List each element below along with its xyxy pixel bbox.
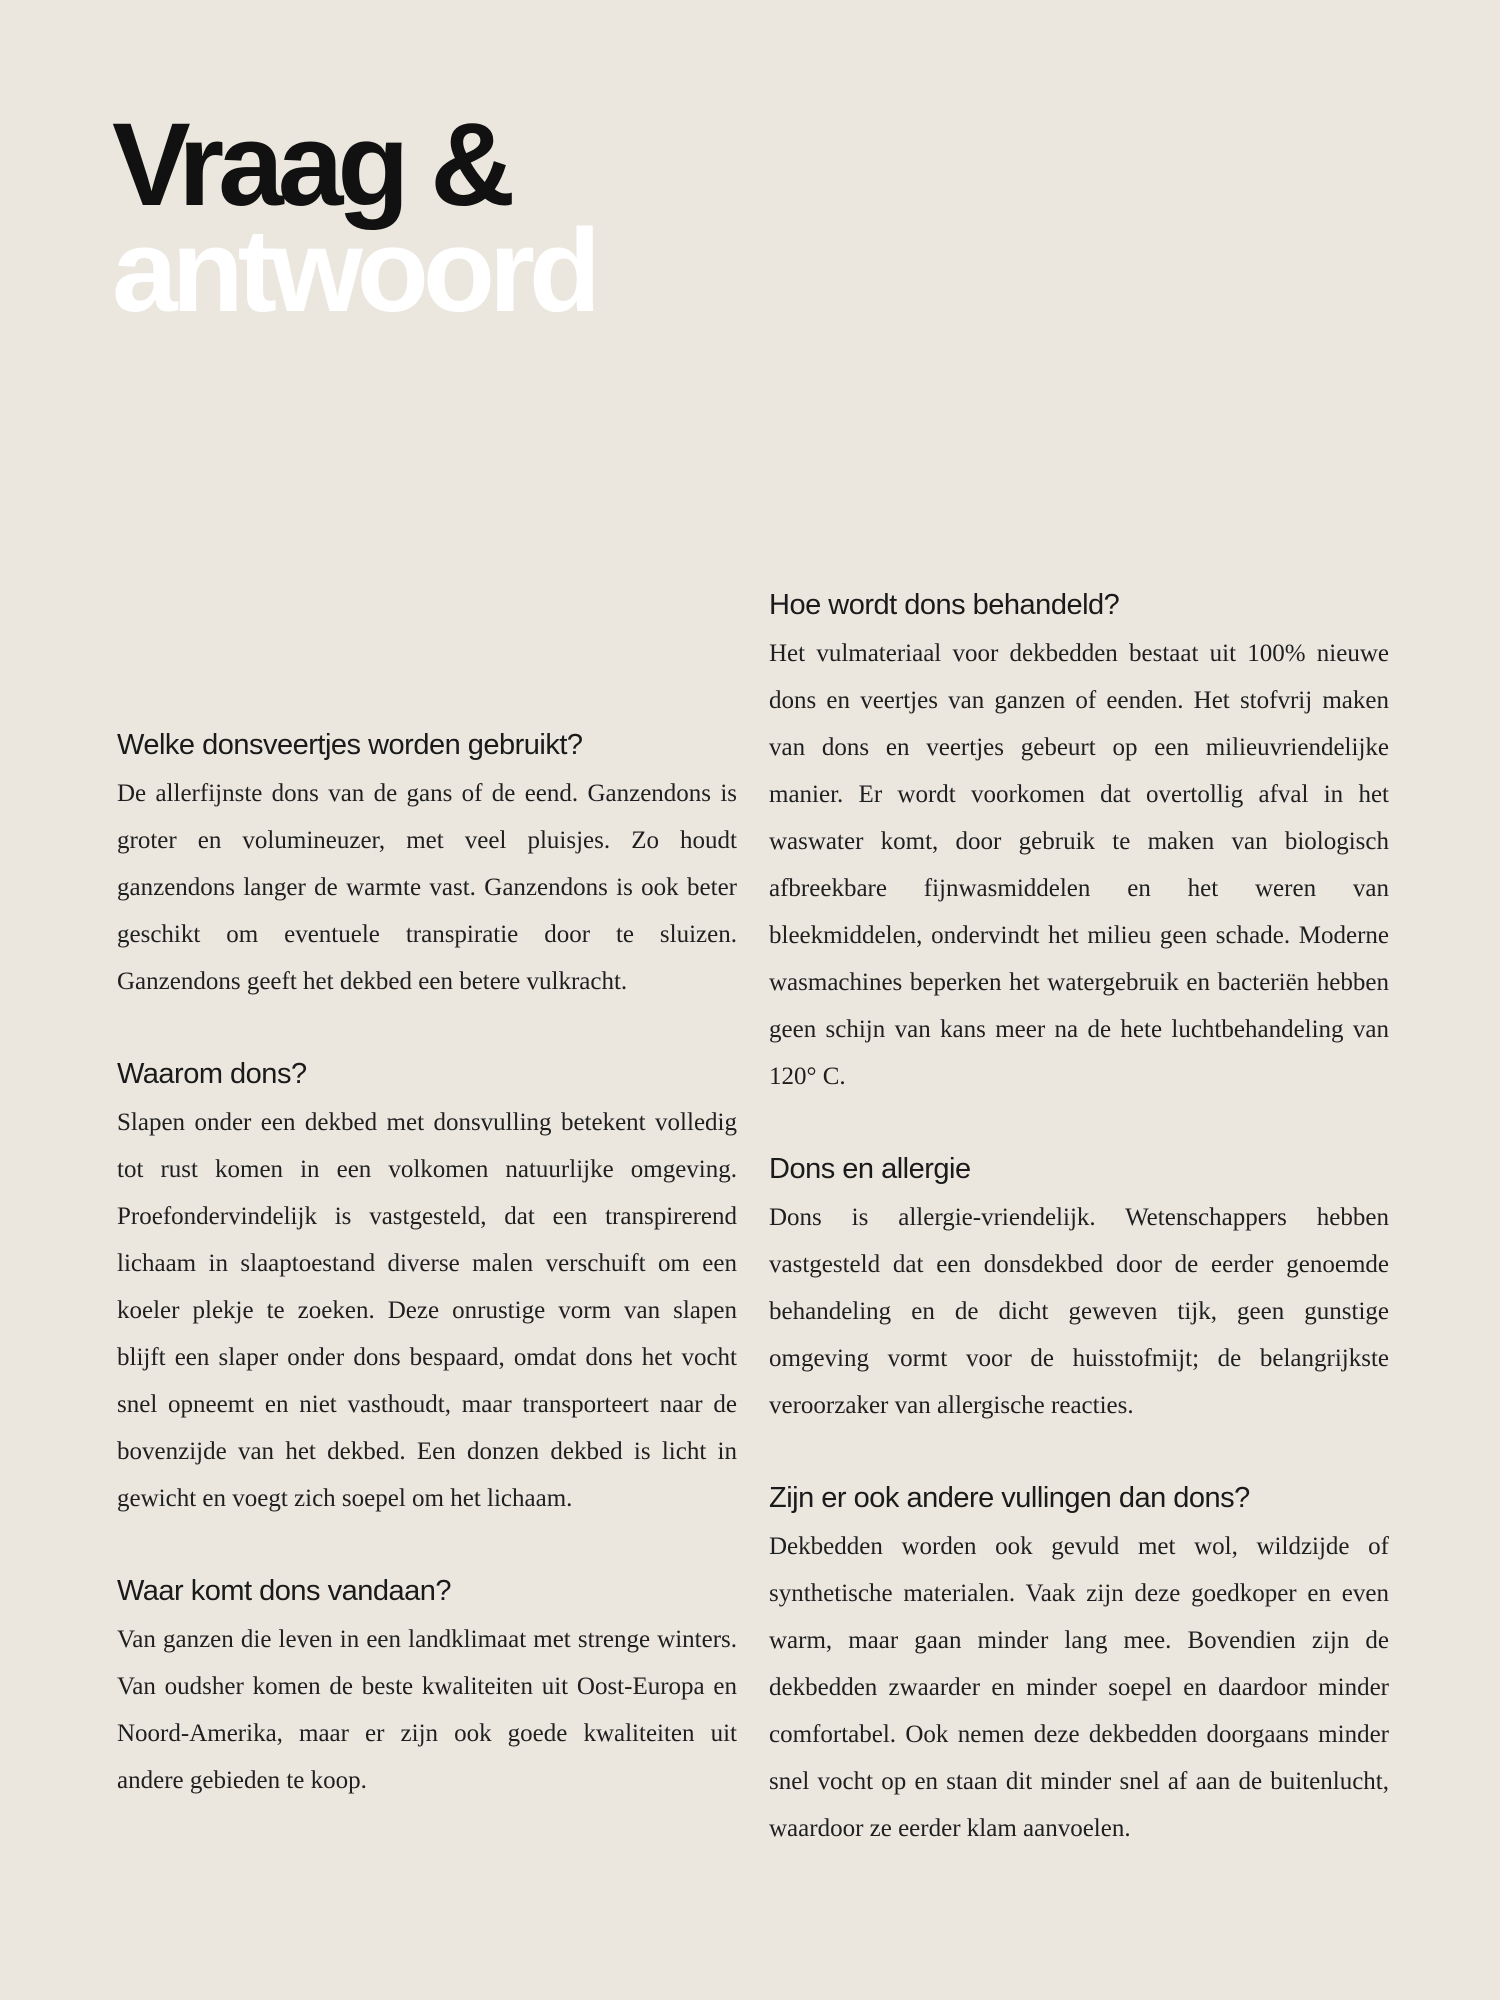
faq-answer: Dons is allergie-vriendelijk. Wetenschappers hebben vastgesteld dat een donsdekbed door de eerder genoemde behandeling en de dicht geweven tijk, geen gunstige omgeving vormt voor de huisstofmijt; de belangrijkste veroorzaker van allergische reacties. <box>769 1204 1389 1419</box>
faq-heading: Zijn er ook andere vullingen dan dons? <box>769 1482 1250 1514</box>
faq-heading: Waarom dons? <box>117 1058 307 1090</box>
faq-answer: De allerfijnste dons van de gans of de eend. Ganzendons is groter en volumineuzer, met veel pluisjes. Zo houdt ganzendons langer de warmte vast. Ganzendons is ook beter geschikt om eventuele transpiratie door te sluizen. Ganzendons geeft het dekbed een betere vulkracht. <box>117 780 737 995</box>
faq-answer: Het vulmateriaal voor dekbedden bestaat uit 100% nieuwe dons en veertjes van ganzen of eenden. Het stofvrij maken van dons en veertjes gebeurt op een milieuvriendelijke manier. Er wordt voorkomen dat overtollig afval in het waswater komt, door gebruik te maken van biologisch afbreekbare fijnwasmiddelen en het weren van bleekmiddelen, ondervindt het milieu geen schade. Moderne wasmachines beperken het watergebruik en bacteriën hebben geen schijn van kans meer na de hete luchtbehandeling van 120° C. <box>769 640 1389 1090</box>
faq-section-waar-komt-dons-vandaan <box>117 1568 737 1804</box>
title-line-1: Vraag & <box>112 99 510 231</box>
faq-heading: Welke donsveertjes worden gebruikt? <box>117 729 583 761</box>
faq-section-welke-donsveertjes <box>117 722 737 1005</box>
faq-heading: Waar komt dons vandaan? <box>117 1575 452 1607</box>
faq-answer: Slapen onder een dekbed met donsvulling betekent volledig tot rust komen in een volkomen natuurlijke omgeving. Proefondervindelijk is vastgesteld, dat een transpirerend lichaam in slaaptoestand diverse malen verschuift om een koeler plekje te zoeken. Deze onrustige vorm van slapen blijft een slaper onder dons bespaard, omdat dons het vocht snel opneemt en niet vasthoudt, maar transporteert naar de bovenzijde van het dekbed. Een donzen dekbed is licht in gewicht en voegt zich soepel om het lichaam. <box>117 1109 737 1512</box>
faq-section-andere-vullingen <box>769 1475 1389 1852</box>
faq-heading: Dons en allergie <box>769 1153 971 1185</box>
right-column <box>769 582 1389 1898</box>
left-column <box>117 722 737 1850</box>
faq-section-dons-en-allergie <box>769 1146 1389 1429</box>
faq-answer: Van ganzen die leven in een landklimaat met strenge winters. Van oudsher komen de beste kwaliteiten uit Oost-Europa en Noord-Amerika, maar er zijn ook goede kwaliteiten uit andere gebieden te koop. <box>117 1626 737 1794</box>
page-title <box>112 99 595 337</box>
faq-section-waarom-dons <box>117 1051 737 1522</box>
faq-section-hoe-wordt-dons-behandeld <box>769 582 1389 1100</box>
title-line-2: antwoord <box>112 205 595 337</box>
faq-heading: Hoe wordt dons behandeld? <box>769 589 1120 621</box>
faq-answer: Dekbedden worden ook gevuld met wol, wildzijde of synthetische materialen. Vaak zijn deze goedkoper en even warm, maar gaan minder lang mee. Bovendien zijn de dekbedden zwaarder en minder soepel en daardoor minder comfortabel. Ook nemen deze dekbedden doorgaans minder snel vocht op en staan dit minder snel af aan de buitenlucht, waardoor ze eerder klam aanvoelen. <box>769 1533 1389 1842</box>
